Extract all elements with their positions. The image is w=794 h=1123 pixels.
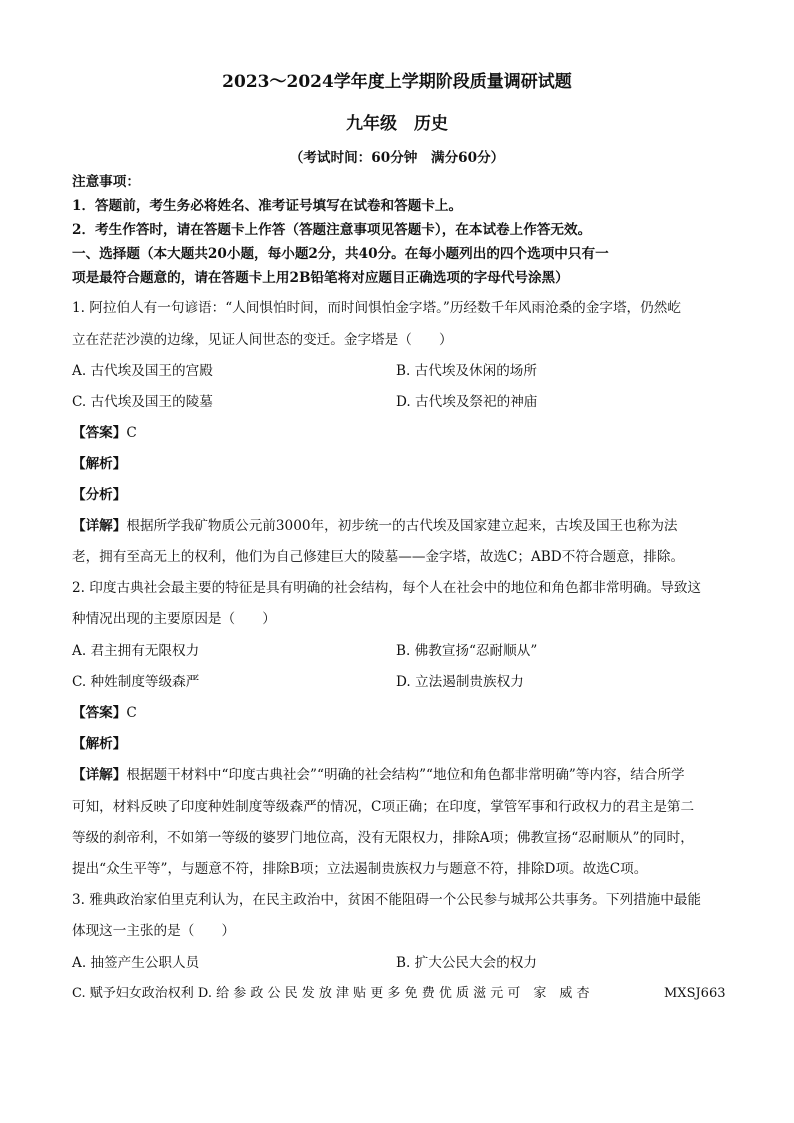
q2-option-a: A. 君主拥有无限权力 [72, 643, 200, 659]
q2-detail-cont: 可知，材料反映了印度种姓制度等级森严的情况，C项正确；在印度，掌管军事和行政权力的君主是第二 [72, 799, 695, 815]
q1-detail-cont: 老，拥有至高无上的权利，他们为自己修建巨大的陵墓——金字塔，故选C；ABD不符合题意，排除。 [72, 549, 685, 565]
q2-answer [72, 703, 137, 723]
question-1-stem: 1. 阿拉伯人有一句谚语：“人间惧怕时间，而时间惧怕金字塔。”历经数千年风雨沧桑的金字塔，仍然屹 [72, 300, 681, 316]
q2-option-b: B. 佛教宣扬“忍耐顺从” [396, 643, 538, 659]
q1-option-b: B. 古代埃及休闲的场所 [396, 363, 537, 379]
note-item: 1．答题前，考生务必将姓名、准考证号填写在试卷和答题卡上。 [72, 198, 463, 214]
q1-analysis-tag: 【解析】 [72, 456, 127, 472]
exam-info: （考试时间：60分钟 满分60分） [289, 150, 505, 166]
answer-value: C [126, 425, 137, 441]
page-subtitle: 九年级 历史 [346, 114, 448, 134]
watermark-code: MXSJ663 [664, 986, 726, 1001]
answer-tag: 【答案】 [72, 705, 127, 721]
question-2-stem-cont: 种情况出现的主要原因是（ ） [72, 611, 276, 627]
q3-option-a: A. 抽签产生公职人员 [72, 955, 200, 971]
q2-detail-cont: 等级的刹帝利，不如第一等级的婆罗门地位高，没有无限权力，排除A项；佛教宣扬“忍耐顺从”的同时， [72, 830, 694, 846]
notes-heading: 注意事项： [72, 174, 140, 190]
detail-text: 根据题干材料中“印度古典社会”“明确的社会结构”“地位和角色都非常明确”等内容，结合所学 [126, 767, 685, 783]
question-3-stem: 3. 雅典政治家伯里克利认为，在民主政治中，贫困不能阻碍一个公民参与城邦公共事务。下列措施中最能 [72, 892, 702, 908]
detail-text: 根据所学我矿物质公元前3000年，初步统一的古代埃及国家建立起来，古埃及国王也称为法 [126, 518, 678, 534]
q1-answer [72, 423, 137, 443]
detail-tag: 【详解】 [72, 767, 127, 783]
detail-tag: 【详解】 [72, 518, 127, 534]
q1-fenxi-tag: 【分析】 [72, 487, 127, 503]
q2-detail-cont: 提出“众生平等”，与题意不符，排除B项；立法遏制贵族权力与题意不符，排除D项。故选C项。 [72, 861, 648, 877]
question-2-stem: 2. 印度古典社会最主要的特征是具有明确的社会结构，每个人在社会中的地位和角色都非常明确。导致这 [72, 580, 702, 596]
question-1-stem-cont: 立在茫茫沙漠的边缘，见证人间世态的变迁。金字塔是（ ） [72, 332, 453, 348]
q1-option-d: D. 古代埃及祭祀的神庙 [396, 394, 538, 410]
answer-tag: 【答案】 [72, 425, 127, 441]
q2-analysis-tag: 【解析】 [72, 736, 127, 752]
answer-value: C [126, 705, 137, 721]
q3-option-b: B. 扩大公民大会的权力 [396, 955, 537, 971]
q1-option-c: C. 古代埃及国王的陵墓 [72, 394, 213, 410]
section-heading: 一、选择题（本大题共20小题，每小题2分，共40分。在每小题列出的四个选项中只有一 [72, 246, 609, 262]
q1-detail [72, 516, 678, 536]
note-item: 2．考生作答时，请在答题卡上作答（答题注意事项见答题卡），在本试卷上作答无效。 [72, 222, 592, 238]
q1-option-a: A. 古代埃及国王的宫殿 [72, 363, 213, 379]
q2-option-c: C. 种姓制度等级森严 [72, 674, 200, 690]
section-heading-cont: 项是最符合题意的，请在答题卡上用2B铅笔将对应题目正确选项的字母代号涂黑） [72, 270, 569, 286]
q3-options-cd: C. 赋予妇女政治权利 D. 给 参 政 公 民 发 放 津 贴 更 多 免 费 优 质 滋 元 可 家 威 杏 [72, 986, 590, 1001]
page-title: 2023～2024学年度上学期阶段质量调研试题 [222, 72, 572, 92]
q2-option-d: D. 立法遏制贵族权力 [396, 674, 524, 690]
question-3-stem-cont: 体现这一主张的是（ ） [72, 923, 236, 939]
q2-detail [72, 765, 685, 785]
